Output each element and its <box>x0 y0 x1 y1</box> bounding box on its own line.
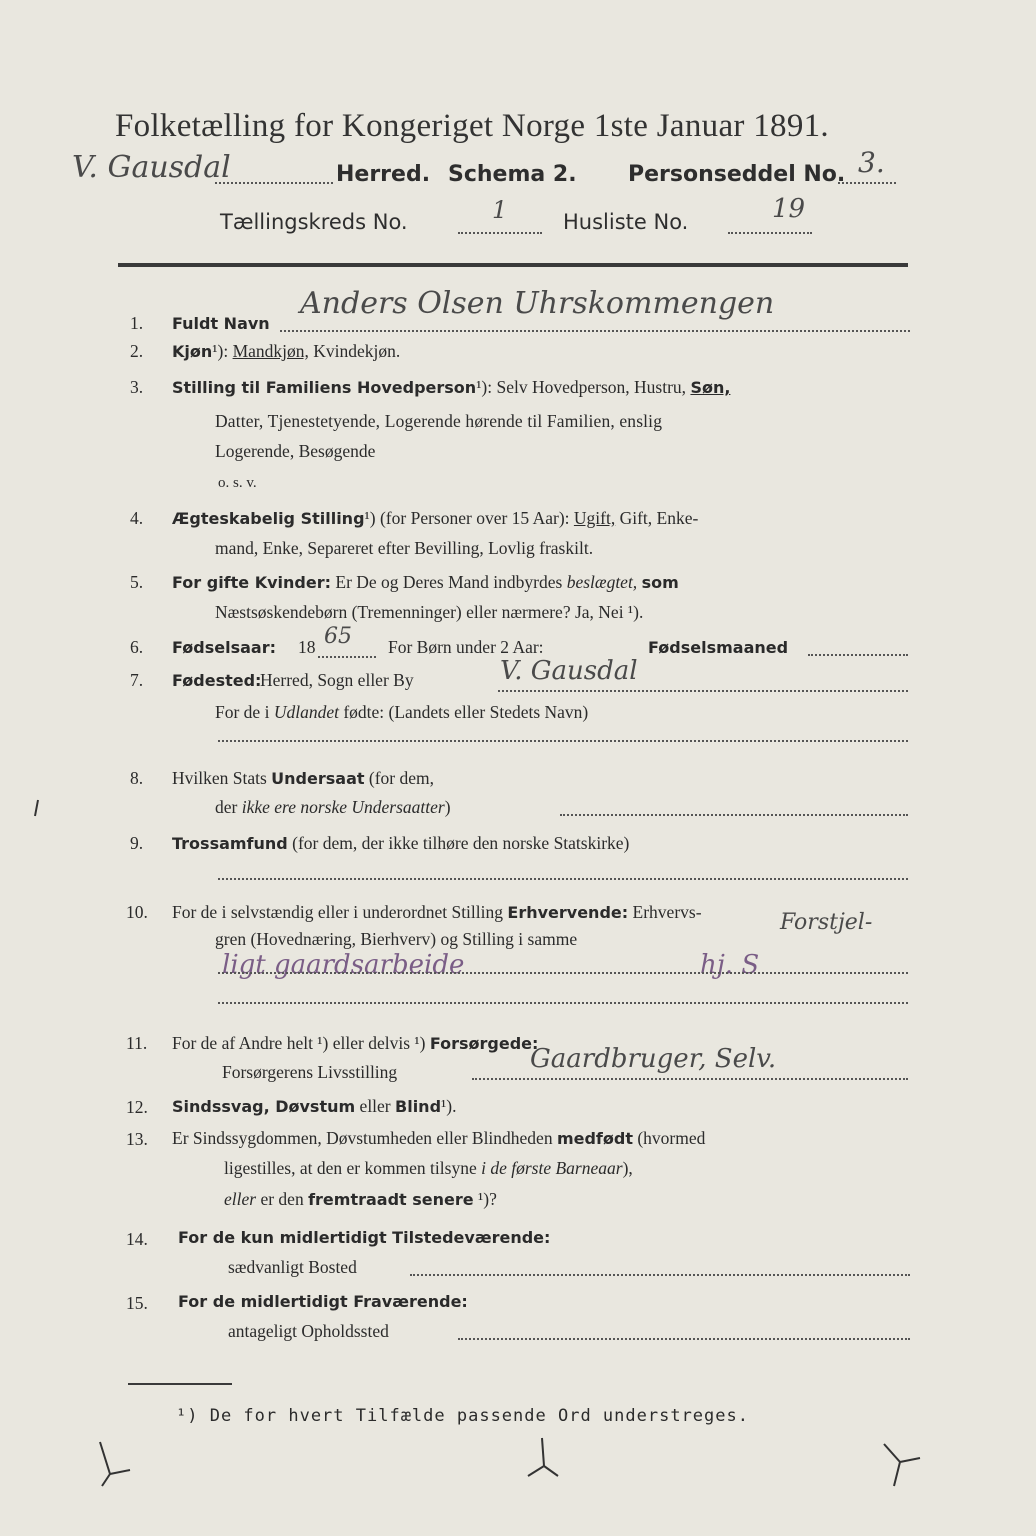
q10-text1: For de i selvstændig eller i underordnet Stilling <box>172 902 504 922</box>
q3-line1: Selv Hovedperson, Hustru, <box>496 377 687 397</box>
q13-text2: (hvormed <box>637 1128 706 1148</box>
q7-answer: V. Gausdal <box>500 656 638 686</box>
q9-label: Trossamfund <box>172 834 288 853</box>
q7-abroad-dotline <box>218 740 908 742</box>
q4-label: Ægteskabelig Stilling <box>172 509 365 528</box>
crop-mark-center <box>520 1436 570 1486</box>
q14-number: 14. <box>126 1229 148 1249</box>
q13-line3d: ¹)? <box>478 1189 497 1209</box>
q8-text2: (for dem, <box>368 768 435 788</box>
q9-number: 9. <box>130 833 144 853</box>
husliste-label: Husliste No. <box>563 210 689 234</box>
q2-option-kvindekjon: Kvindekjøn. <box>313 341 401 361</box>
q8-line2b: ikke ere norske Undersaatter <box>241 797 445 817</box>
q13-line2a: ligestilles, at den er kommen tilsyne <box>224 1158 477 1178</box>
q4-number: 4. <box>130 508 144 528</box>
q13-line3a: eller <box>224 1189 257 1209</box>
q10-answer1: Forstjel- <box>780 910 873 935</box>
q3-sup: ¹): <box>476 377 493 397</box>
q14-dotline <box>410 1274 910 1276</box>
q5-number: 5. <box>130 572 144 592</box>
q12-text1: eller <box>359 1096 391 1116</box>
q6-year-dotline <box>318 656 376 658</box>
q10-answer3: hj. S <box>700 950 760 980</box>
q2-number: 2. <box>130 341 144 361</box>
q5-line2: Næstsøskendebørn (Tremenninger) eller nærmere? Ja, Nei ¹). <box>215 602 644 622</box>
q12-text2: ¹). <box>441 1096 457 1116</box>
q7-text1: Herred, Sogn eller By <box>260 670 414 690</box>
crop-mark-left <box>90 1440 140 1490</box>
q14-label: For de kun midlertidigt Tilstedeværende: <box>178 1228 551 1247</box>
q6-month-dotline <box>808 654 908 656</box>
q10-number: 10. <box>126 902 148 922</box>
herred-dotline <box>215 182 333 184</box>
q9-text1: (for dem, der ikke tilhøre den norske Statskirke) <box>292 833 630 853</box>
q5-som: som <box>641 573 679 592</box>
q6-text2: For Børn under 2 Aar: <box>388 637 544 657</box>
q5-beslaegtet: beslægtet, <box>566 572 638 592</box>
q10-text2: Erhvervs- <box>632 902 702 922</box>
q12-label2: Blind <box>395 1097 442 1116</box>
q5-text1: Er De og Deres Mand indbyrdes <box>335 572 563 592</box>
q6-year-value: 65 <box>324 624 352 649</box>
q13-text1: Er Sindssygdommen, Døvstumheden eller Blindheden <box>172 1128 553 1148</box>
q10-line2: gren (Hovednæring, Bierhverv) og Stilling i samme <box>215 929 578 949</box>
q3-son: Søn, <box>690 378 731 397</box>
q11-label: Forsørgede: <box>429 1034 539 1053</box>
q6-number: 6. <box>130 637 144 657</box>
q10-answer2: ligt gaardsarbeide <box>222 950 465 980</box>
q8-number: 8. <box>130 768 144 788</box>
q4-sup: ¹) <box>364 508 376 528</box>
q2-option-mandkjon: Mandkjøn, <box>232 341 309 361</box>
q7-number: 7. <box>130 670 144 690</box>
footnote-rule <box>128 1383 232 1385</box>
q15-line2: antageligt Opholdssted <box>228 1321 389 1341</box>
q1-dotline <box>280 330 910 332</box>
husliste-dotline <box>728 232 812 234</box>
q1-answer: Anders Olsen Uhrskommengen <box>300 286 775 321</box>
q2-sup: ¹): <box>212 341 229 361</box>
q13-line3c: fremtraadt senere <box>308 1190 474 1209</box>
q7-line2b: Udlandet <box>273 702 339 722</box>
q6-label2: Fødselsmaaned <box>648 638 789 657</box>
q11-answer: Gaardbruger, Selv. <box>530 1044 777 1074</box>
q8-dotline <box>560 814 908 816</box>
q14-line2: sædvanligt Bosted <box>228 1257 357 1277</box>
q12-label: Sindssvag, Døvstum <box>172 1097 356 1116</box>
q8-line2a: der <box>215 797 238 817</box>
q4-text1: (for Personer over 15 Aar): <box>379 508 570 528</box>
q3-label: Stilling til Familiens Hovedperson <box>172 378 477 397</box>
form-title: Folketælling for Kongeriget Norge 1ste Januar 1891. <box>115 108 829 144</box>
q2-label: Kjøn <box>172 342 213 361</box>
personseddel-value: 3. <box>858 146 885 179</box>
q10-extra-dotline <box>218 1002 908 1004</box>
q15-label: For de midlertidigt Fraværende: <box>178 1292 468 1311</box>
q9-dotline <box>218 878 908 880</box>
q6-label: Fødselsaar: <box>172 638 276 657</box>
q4-line2: mand, Enke, Separeret efter Bevilling, Lovlig fraskilt. <box>215 538 594 558</box>
q7-label: Fødested: <box>172 671 262 690</box>
q15-dotline <box>458 1338 910 1340</box>
herred-handwritten: V. Gausdal <box>72 150 231 185</box>
q12-number: 12. <box>126 1097 148 1117</box>
q7-dotline <box>498 690 908 692</box>
q11-text1: For de af Andre helt ¹) eller delvis ¹) <box>172 1033 426 1053</box>
q5-label: For gifte Kvinder: <box>172 573 331 592</box>
q13-line2b: i de første Barneaar <box>481 1158 623 1178</box>
crop-mark-right <box>880 1440 930 1490</box>
husliste-value: 19 <box>772 194 806 224</box>
q3-number: 3. <box>130 377 144 397</box>
q8-label: Undersaat <box>271 769 365 788</box>
header-rule <box>118 263 908 267</box>
q13-number: 13. <box>126 1129 148 1149</box>
q11-number: 11. <box>126 1033 148 1053</box>
q7-line2a: For de i <box>215 702 270 722</box>
q4-ugift: Ugift, <box>573 508 616 528</box>
footnote: ¹) De for hvert Tilfælde passende Ord understreges. <box>176 1406 749 1426</box>
herred-label: Herred. <box>336 162 431 187</box>
kreds-value: 1 <box>492 196 508 224</box>
q6-year-prefix: 18 <box>298 637 316 657</box>
q10-answer-dotline <box>218 972 908 974</box>
q10-label: Erhvervende: <box>507 903 629 922</box>
kreds-label: Tællingskreds No. <box>220 210 408 234</box>
q3-line2: Datter, Tjenestetyende, Logerende hørende til Familien, enslig <box>215 411 663 431</box>
q11-line2: Forsørgerens Livsstilling <box>222 1062 398 1082</box>
q11-dotline <box>472 1078 908 1080</box>
q13-line3b: er den <box>260 1189 304 1209</box>
personseddel-dotline <box>838 182 896 184</box>
q13-line2c: ), <box>622 1158 633 1178</box>
q15-number: 15. <box>126 1293 148 1313</box>
q8-text1: Hvilken Stats <box>172 768 267 788</box>
q1-number: 1. <box>130 313 144 333</box>
q13-label: medfødt <box>556 1129 633 1148</box>
schema-label: Schema 2. <box>448 162 577 187</box>
q3-line3: Logerende, Besøgende <box>215 441 376 461</box>
margin-mark <box>32 798 42 820</box>
q3-line4: o. s. v. <box>218 475 257 491</box>
q1-label: Fuldt Navn <box>172 314 270 333</box>
q7-line2c: fødte: (Landets eller Stedets Navn) <box>343 702 589 722</box>
q4-rest1: Gift, Enke- <box>619 508 699 528</box>
personseddel-label: Personseddel No. <box>628 162 846 187</box>
kreds-dotline <box>458 232 542 234</box>
q8-line2c: ) <box>444 797 451 817</box>
